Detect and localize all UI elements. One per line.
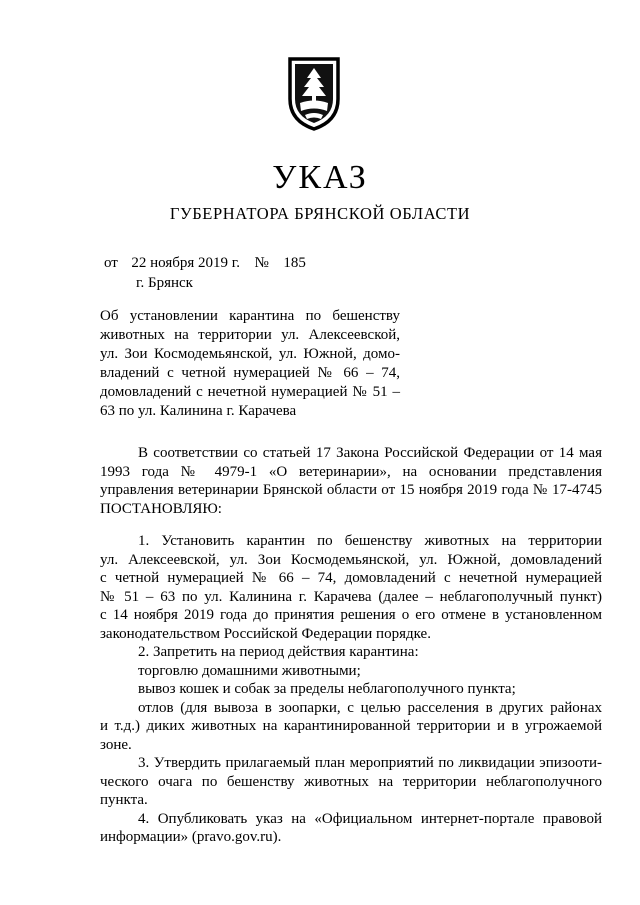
number-sign: № bbox=[254, 255, 269, 271]
item-2 bbox=[100, 643, 602, 754]
item-line: 2. Запретить на период действия карантина: bbox=[138, 644, 419, 660]
item-line: зоне. bbox=[100, 736, 132, 753]
subject-line: владений с четной нумерацией № 66 – 74, bbox=[100, 365, 400, 381]
item-line: ческого очага по бешенству животных на территории неблагополучного bbox=[100, 773, 602, 790]
item-line: ул. Алексеевской, ул. Зои Космодемьянской, ул. Южной, домовладений bbox=[100, 551, 602, 568]
preamble-line: управления ветеринарии Брянской области от 15 ноября 2019 года № 17-4745 bbox=[100, 482, 602, 498]
preamble-line: 1993 года № 4979-1 «О ветеринарии», на основании представления bbox=[100, 463, 602, 480]
subject-block bbox=[100, 307, 400, 421]
subject-line: ул. Зои Космодемьянской, ул. Южной, домо- bbox=[100, 346, 400, 362]
item-line: законодательством Российской Федерации порядке. bbox=[100, 625, 431, 642]
item-line: с 14 ноября 2019 года до принятия решения о его отмене в установленном bbox=[100, 607, 602, 623]
document-subtitle: ГУБЕРНАТОРА БРЯНСКОЙ ОБЛАСТИ bbox=[169, 204, 471, 223]
document-body bbox=[100, 444, 602, 847]
decree-city: г. Брянск bbox=[136, 275, 193, 291]
item-line: 1. Установить карантин по бешенству животных на территории bbox=[138, 533, 602, 549]
subject-line: Об установлении карантина по бешенству bbox=[100, 308, 400, 324]
item-4 bbox=[100, 810, 602, 847]
coat-of-arms-emblem bbox=[286, 55, 342, 131]
item-line: 3. Утвердить прилагаемый план мероприятий по ликвидации эпизооти- bbox=[138, 755, 602, 771]
item-line: 4. Опубликовать указ на «Официальном интернет-портале правовой bbox=[138, 810, 602, 827]
item-line: и т.д.) диких животных на карантинированной территории и в угрожаемой bbox=[100, 718, 602, 734]
subject-line: животных на территории ул. Алексеевской, bbox=[100, 327, 400, 343]
item-line: отлов (для вывоза в зоопарки, с целью расселения в других районах bbox=[138, 699, 602, 716]
date-number-line bbox=[104, 254, 306, 273]
preamble-paragraph bbox=[100, 444, 602, 518]
decree-number: 185 bbox=[283, 255, 306, 271]
date-prefix: от bbox=[104, 255, 118, 271]
item-sub-line: вывоз кошек и собак за пределы неблагополучного пункта; bbox=[138, 681, 516, 697]
item-line: информации» (pravo.gov.ru). bbox=[100, 829, 282, 845]
document-title: УКАЗ bbox=[272, 159, 368, 196]
subject-line: домовладений с нечетной нумерацией № 51 – bbox=[100, 384, 400, 400]
decree-date: 22 ноября 2019 г. bbox=[131, 255, 240, 271]
item-3 bbox=[100, 754, 602, 810]
item-line: пункта. bbox=[100, 792, 148, 808]
item-sub-line: торговлю домашними животными; bbox=[138, 662, 361, 679]
item-line: с четной нумерацией № 66 – 74, домовладений с нечетной нумерацией bbox=[100, 570, 602, 586]
preamble-line: В соответствии со статьей 17 Закона Российской Федерации от 14 мая bbox=[138, 445, 602, 461]
subject-line: 63 по ул. Калинина г. Карачева bbox=[100, 403, 297, 419]
item-1 bbox=[100, 532, 602, 643]
item-line: № 51 – 63 по ул. Калинина г. Карачева (далее – неблагополучный пункт) bbox=[100, 588, 602, 605]
decree-word: ПОСТАНОВЛЯЮ: bbox=[100, 500, 222, 517]
